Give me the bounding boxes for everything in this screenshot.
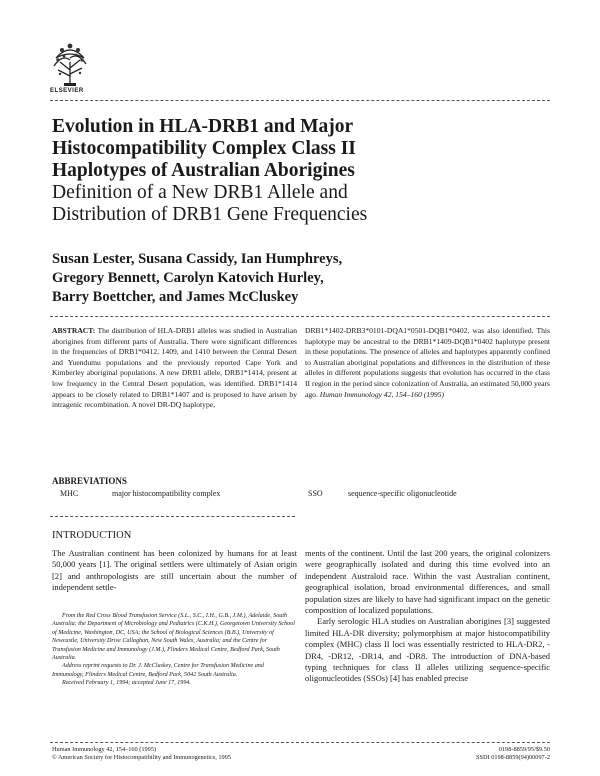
author-list <box>52 250 552 307</box>
abstract-text-right: DRB1*1402-DRB3*0101-DQA1*0501-DQB1*0402, was also identified. This haplotype may be ancestral to the DRB1*1409-DQB1*0402 haplotype present in these populations. The presence of alleles and haplotypes apparently confined to Australian aboriginal populations and differences in the distribution of these alleles in different populations suggests that evolution has occurred in the class II region in the period since colonization of Australia, an estimated 50,000 years ago. <box>305 326 550 399</box>
header-rule <box>50 100 550 101</box>
title-line-1: Evolution in HLA-DRB1 and Major <box>52 116 354 137</box>
subtitle-line-2: Distribution of DRB1 Gene Frequencies <box>52 204 368 225</box>
abstract-rule <box>50 316 550 317</box>
intro-left-text: The Australian continent has been colonized by humans for at least 50,000 years [1]. The original settlers were ultimately of Asian origin [2] and anthropologists are still uncertain about the number of independent settle- <box>52 548 297 593</box>
abstract-right-column <box>305 326 550 400</box>
article-title <box>52 116 552 182</box>
intro-right-paragraph-2: Early serologic HLA studies on Australian aborigines [3] suggested limited HLA-DR diversity; polymorphism at major histocompatibility complex (MHC) class II loci was essentially restricted to HLA-DR2, -DR4, -DR12, -DR14, and -DR8. The introduction of DNA-based typing techniques for class II alleles utilizing sequence-specific oligonucleotides (SSOs) [4] has enabled precise <box>305 616 550 684</box>
publisher-name: ELSEVIER <box>50 88 84 94</box>
author-line-2: Gregory Bennett, Carolyn Katovich Hurley, <box>52 270 324 286</box>
abbr-def-mhc: major histocompatibility complex <box>112 489 221 498</box>
abstract-text-left: The distribution of HLA-DRB1 alleles was studied in Australian aborigines from different parts of Australia. There were significant differences in the frequencies of DRB1*0412, 1409, and 1410 between the Central Desert and Yuendumu populations and the previously reported Cape York and Kimberley aboriginal populations. A new DRB1 allele, DRB1*1414, present at low frequency in the Central Desert population, was identified. DRB1*1414 appears to be closely related to DRB1*1407 and is proposed to have arisen by intragenic recombination. A novel DR-DQ haplotype, <box>52 326 297 410</box>
title-line-2: Histocompatibility Complex Class II <box>52 138 356 159</box>
elsevier-logo <box>50 40 90 88</box>
section-rule <box>50 516 295 517</box>
intro-right-paragraph-1: ments of the continent. Until the last 200 years, the original colonizers were geographically isolated and during this time evolved into an independent Australoid race. Within the vast Australian continent, geographical isolation, broad environmental differences, and small population sizes are likely to have had significant impact on the genetic composition of localized populations. <box>305 548 550 616</box>
abbr-term-sso: SSO <box>308 489 323 498</box>
article-subtitle <box>52 182 552 226</box>
footnote-reprints: Address reprint requests to Dr. J. McCluskey, Centre for Transfusion Medicine and Immunology, Flinders Medical Centre, Bedford Park, 5042 South Australia. <box>52 663 264 678</box>
issn: 0198-8859/95/$9.50 <box>498 746 550 753</box>
abstract-left-column <box>52 326 297 411</box>
footer-left <box>52 746 231 762</box>
author-line-1: Susan Lester, Susana Cassidy, Ian Humphreys, <box>52 251 343 267</box>
abbr-def-sso: sequence-specific oligonucleotide <box>348 489 457 498</box>
author-line-3: Barry Boettcher, and James McCluskey <box>52 289 299 305</box>
footer-right <box>440 746 550 762</box>
title-line-3: Haplotypes of Australian Aborigines <box>52 160 355 181</box>
intro-right-column <box>305 548 550 685</box>
abstract-citation: Human Immunology 42, 154–160 (1995) <box>319 389 445 399</box>
ssdi: SSDI 0198-8859(94)00097-2 <box>476 754 550 761</box>
footnote-received: Received February 1, 1994; accepted June 17, 1994. <box>62 680 191 687</box>
introduction-heading: INTRODUCTION <box>52 530 132 541</box>
journal-citation: Human Immunology 42, 154–160 (1995) <box>52 746 157 753</box>
footnote-affiliation: From the Red Cross Blood Transfusion Service (S.L., S.C., I.H., G.B., J.M.), Adelaide, South Australia; the Department of Microbiology and Pediatrics (C.K.H.), Georgetown University School of Medicine, Washington, DC, USA; the School of Biological Sciences (B.B.), University of Newcastle, University Drive Callaghan, New South Wales, Australia; and the Centre for Transfusion Medicine and Immunology (J.M.), Flinders Medical Centre, Bedford Park, South Australia. <box>52 613 295 662</box>
footer-rule <box>50 742 550 743</box>
footnotes <box>52 612 297 688</box>
abbr-term-mhc: MHC <box>60 489 79 498</box>
subtitle-line-1: Definition of a New DRB1 Allele and <box>52 182 348 203</box>
abstract-label: ABSTRACT: <box>52 326 96 335</box>
abbreviations-heading: ABBREVIATIONS <box>52 476 127 486</box>
copyright-notice: © American Society for Histocompatibility and Immunogenetics, 1995 <box>52 754 231 761</box>
